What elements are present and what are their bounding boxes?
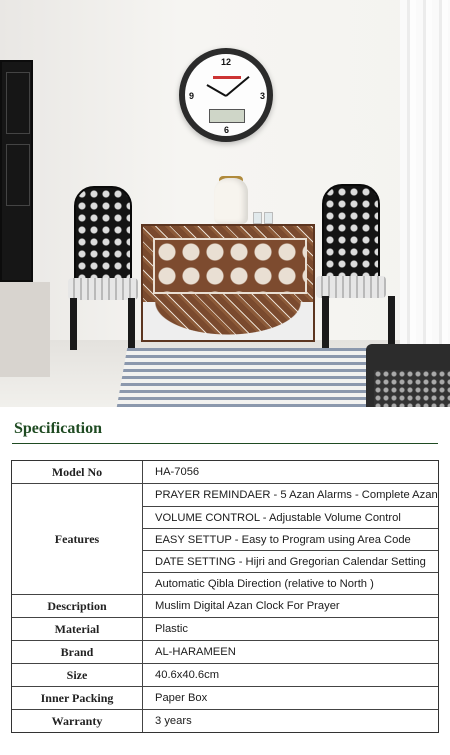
clock-logo: [213, 76, 241, 79]
spec-label: Description: [12, 595, 143, 617]
spec-value: HA-7056: [155, 466, 200, 478]
spec-value: DATE SETTING - Hijri and Gregorian Calendar Setting: [143, 550, 438, 572]
spec-values: [143, 664, 438, 686]
specification-table: [11, 460, 439, 733]
curtain: [400, 0, 450, 345]
chair-seat: [316, 276, 386, 298]
inlaid-sideboard: [141, 224, 315, 342]
chair-back: [74, 186, 132, 281]
spec-value: AL-HARAMEEN: [155, 646, 236, 658]
table-row: [12, 484, 438, 595]
spec-value: PRAYER REMINDAER - 5 Azan Alarms - Complete Azan: [155, 489, 438, 501]
spec-values: [143, 618, 438, 640]
left-chair: [74, 186, 132, 354]
ottoman: [366, 344, 450, 407]
clock-minute-hand: [225, 76, 249, 97]
spec-value: 3 years: [155, 715, 192, 727]
clock-numeral-3: 3: [260, 91, 266, 101]
spec-label: Model No: [12, 461, 143, 483]
table-row: [12, 461, 438, 484]
spec-value: Automatic Qibla Direction (relative to North ): [143, 572, 438, 594]
azan-wall-clock: [179, 48, 273, 142]
spec-value: VOLUME CONTROL - Adjustable Volume Control: [143, 506, 438, 528]
spec-values: [143, 461, 438, 483]
white-vase: [214, 178, 248, 224]
spec-values: [143, 484, 438, 594]
table-row: [12, 710, 438, 732]
spec-label: Features: [12, 484, 143, 594]
table-row: [12, 641, 438, 664]
window-ledge: [0, 282, 50, 377]
spec-label: Size: [12, 664, 143, 686]
spec-label: Brand: [12, 641, 143, 663]
clock-numeral-9: 9: [189, 91, 195, 101]
table-row: [12, 664, 438, 687]
spec-value: Paper Box: [155, 692, 208, 704]
spec-value: Plastic: [155, 623, 188, 635]
striped-rug: [117, 348, 392, 407]
spec-values: [143, 595, 438, 617]
spec-label: Warranty: [12, 710, 143, 732]
chair-leg: [70, 298, 77, 350]
spec-label: Inner Packing: [12, 687, 143, 709]
clock-numeral-12: 12: [221, 57, 232, 67]
right-chair: [322, 184, 380, 352]
chair-leg: [128, 298, 135, 350]
clock-numeral-6: 6: [224, 125, 230, 135]
glass: [264, 212, 273, 224]
spec-values: [143, 641, 438, 663]
table-row: [12, 687, 438, 710]
spec-value: 40.6x40.6cm: [155, 669, 220, 681]
spec-values: [143, 710, 438, 732]
clock-lcd-display: [209, 109, 245, 123]
chair-seat: [68, 278, 138, 300]
chair-back: [322, 184, 380, 279]
spec-label: Material: [12, 618, 143, 640]
table-row: [12, 595, 438, 618]
specification-heading: Specification: [14, 420, 102, 437]
glass: [253, 212, 262, 224]
chair-leg: [388, 296, 395, 348]
spec-value: EASY SETTUP - Easy to Program using Area Code: [143, 528, 438, 550]
spec-value: Muslim Digital Azan Clock For Prayer: [155, 600, 340, 612]
heading-divider: [12, 443, 438, 444]
clock-hour-hand: [206, 84, 226, 97]
dark-door: [0, 60, 33, 282]
chair-leg: [322, 296, 329, 348]
table-row: [12, 618, 438, 641]
spec-values: [143, 687, 438, 709]
